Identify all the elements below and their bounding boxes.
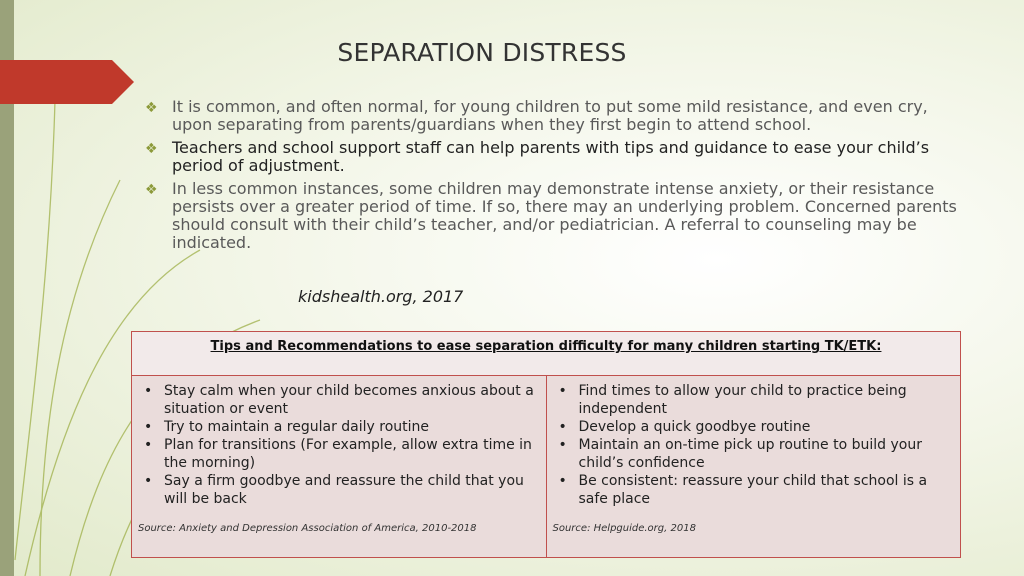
tip-item: • Plan for transitions (For example, allow extra time in the morning): [164, 436, 540, 472]
tips-table-body: [132, 376, 960, 557]
tips-column-left: [132, 376, 547, 557]
tips-column-right: [547, 376, 961, 557]
tips-table-header: Tips and Recommendations to ease separation difficulty for many children starting TK/ETK:: [132, 332, 960, 376]
bullet-item: [145, 139, 965, 175]
diamond-bullet-icon: ❖: [145, 100, 158, 116]
bullet-text: It is common, and often normal, for young children to put some mild resistance, and even cry, upon separating from parents/guardians when they first begin to attend school.: [172, 97, 928, 134]
tip-item: • Stay calm when your child becomes anxious about a situation or event: [164, 382, 540, 418]
tip-item: • Maintain an on-time pick up routine to build your child’s confidence: [579, 436, 955, 472]
tips-list-left: [138, 382, 540, 508]
tip-item: • Say a firm goodbye and reassure the child that you will be back: [164, 472, 540, 508]
bullet-text: Teachers and school support staff can help parents with tips and guidance to ease your child’s period of adjustment.: [172, 138, 930, 175]
tip-item: • Find times to allow your child to practice being independent: [579, 382, 955, 418]
tips-list-right: [553, 382, 955, 508]
bullet-item: [145, 180, 965, 252]
tips-source-left: Source: Anxiety and Depression Association of America, 2010-2018: [138, 523, 477, 534]
diamond-bullet-icon: ❖: [145, 182, 158, 198]
tip-item: • Be consistent: reassure your child that school is a safe place: [579, 472, 955, 508]
slide-source: kidshealth.org, 2017: [298, 287, 464, 306]
slide-title: SEPARATION DISTRESS: [337, 38, 627, 67]
tips-table: [131, 331, 961, 558]
diamond-bullet-icon: ❖: [145, 141, 158, 157]
bullet-item: [145, 98, 965, 134]
tips-source-right: Source: Helpguide.org, 2018: [552, 523, 696, 534]
bullet-text: In less common instances, some children may demonstrate intense anxiety, or their resistance persists over a greater period of time. If so, there may an underlying problem. Concerned parents should consult with their child’s teacher, and/or pediatrician. A referral to counseling may be indicated.: [172, 179, 957, 252]
bullet-list: [145, 98, 965, 257]
tip-item: • Develop a quick goodbye routine: [579, 418, 955, 436]
tip-item: • Try to maintain a regular daily routine: [164, 418, 540, 436]
